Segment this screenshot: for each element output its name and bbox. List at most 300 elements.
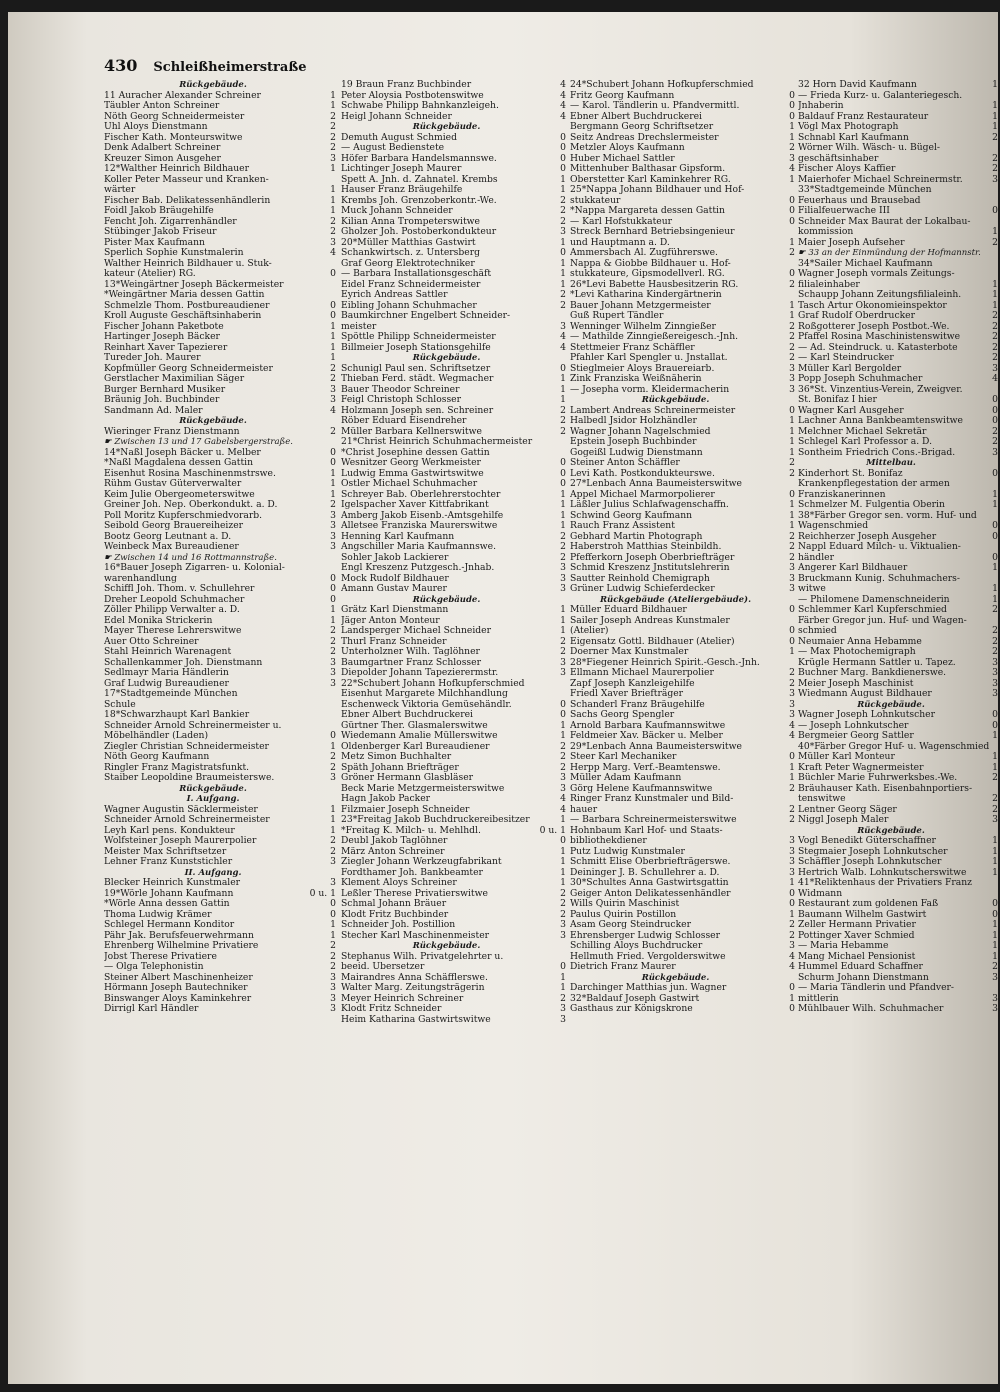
directory-entry bbox=[341, 805, 566, 816]
entry-text: Rückgebäude. bbox=[857, 699, 925, 710]
entry-text: Rückgebäude. bbox=[412, 941, 481, 951]
floor-number: 2 bbox=[789, 279, 795, 290]
directory-entry bbox=[570, 847, 795, 858]
entry-text: 20*Müller Matthias Gastwirt bbox=[341, 237, 476, 248]
floor-number: 1 bbox=[992, 489, 998, 500]
directory-entry bbox=[341, 994, 566, 1005]
floor-number: 0 bbox=[330, 899, 336, 909]
directory-entry bbox=[104, 1004, 336, 1015]
floor-number: 0 bbox=[992, 531, 998, 542]
directory-entry bbox=[341, 847, 566, 858]
directory-entry bbox=[798, 301, 998, 312]
directory-entry bbox=[570, 521, 795, 532]
floor-number: 0 bbox=[560, 143, 566, 153]
floor-number: 3 bbox=[789, 363, 795, 374]
entry-text: Filzmaier Joseph Schneider bbox=[341, 804, 470, 815]
entry-text: filialeinhaber bbox=[798, 279, 860, 290]
entry-text: Schankwirtsch. z. Untersberg bbox=[341, 248, 480, 258]
entry-text: Wills Quirin Maschinist bbox=[570, 899, 680, 909]
directory-entry bbox=[798, 343, 998, 354]
directory-entry bbox=[570, 700, 795, 711]
directory-entry bbox=[104, 521, 336, 532]
entry-text: Vögl Max Photograph bbox=[798, 122, 899, 132]
floor-number: 3 bbox=[330, 993, 336, 1004]
floor-number: 3 bbox=[789, 846, 795, 857]
directory-entry bbox=[341, 500, 566, 511]
entry-text: Schreyer Bab. Oberlehrerstochter bbox=[341, 489, 501, 500]
entry-text: Höfer Barbara Handelsmannswe. bbox=[341, 153, 497, 164]
floor-number: 1 bbox=[992, 836, 998, 846]
floor-number: 0 bbox=[992, 899, 998, 909]
section-heading bbox=[798, 458, 998, 469]
entry-text: — Olga Telephonistin bbox=[104, 962, 204, 972]
entry-text: Dietrich Franz Maurer bbox=[570, 962, 676, 972]
floor-number: 2 bbox=[992, 636, 998, 647]
entry-text: Ehrenberg Wilhelmine Privatiere bbox=[104, 941, 259, 951]
entry-text: Asam Georg Steindrucker bbox=[570, 920, 691, 930]
directory-entry bbox=[798, 637, 998, 648]
floor-number: 1 bbox=[330, 101, 336, 111]
directory-entry bbox=[570, 206, 795, 217]
entry-text: 30*Schultes Anna Gastwirtsgattin bbox=[570, 878, 729, 888]
entry-text: 33*Stadtgemeinde München bbox=[798, 185, 932, 195]
floor-number: 0 bbox=[560, 836, 566, 846]
entry-text: Lentner Georg Säger bbox=[798, 804, 897, 815]
entry-text: 23*Freitag Jakob Buchdruckereibesitzer bbox=[341, 815, 530, 825]
directory-entry bbox=[104, 122, 336, 133]
street-title: Schleißheimerstraße bbox=[153, 60, 307, 75]
directory-entry bbox=[798, 80, 998, 91]
entry-text: Fischer Kath. Monteurswitwe bbox=[104, 132, 243, 143]
entry-text: tenswitwe bbox=[798, 794, 846, 804]
entry-text: Metzler Aloys Kaufmann bbox=[570, 143, 685, 153]
floor-number: 2 bbox=[992, 353, 998, 363]
entry-text: 16*Bauer Joseph Zigarren- u. Kolonial- bbox=[104, 563, 285, 573]
directory-entry bbox=[341, 637, 566, 648]
floor-number: 2 bbox=[789, 353, 795, 363]
floor-number: 0 bbox=[789, 90, 795, 101]
directory-entry bbox=[570, 112, 795, 123]
floor-number: 2 bbox=[992, 164, 998, 174]
floor-number: 0 bbox=[560, 248, 566, 258]
directory-entry bbox=[341, 983, 566, 994]
section-heading bbox=[570, 595, 795, 606]
section-heading bbox=[341, 353, 566, 364]
floor-number: 0 bbox=[789, 269, 795, 279]
floor-number: 2 bbox=[330, 143, 336, 153]
floor-number: 0 bbox=[992, 405, 998, 416]
floor-number: 0 bbox=[330, 731, 336, 741]
entry-text: Sandmann Ad. Maler bbox=[104, 405, 203, 416]
entry-text: Eschenweck Viktoria Gemüsehändlr. bbox=[341, 699, 512, 710]
directory-entry bbox=[341, 385, 566, 396]
floor-number: 2 bbox=[330, 962, 336, 972]
floor-number: 2 bbox=[560, 531, 566, 542]
directory-entry bbox=[570, 406, 795, 417]
directory-entry bbox=[570, 805, 795, 816]
entry-text: Ringer Franz Kunstmaler und Bild- bbox=[570, 794, 734, 804]
entry-text: Blecker Heinrich Kunstmaler bbox=[104, 878, 241, 888]
entry-text: Krembs Joh. Grenzoberkontr.-We. bbox=[341, 195, 497, 206]
floor-number: 3 bbox=[992, 657, 998, 668]
floor-number: 0 bbox=[789, 626, 795, 636]
entry-text: kommission bbox=[798, 227, 854, 237]
directory-entry bbox=[341, 521, 566, 532]
floor-number: 1 bbox=[330, 825, 336, 836]
entry-text: 29*Lenbach Anna Baumeisterswitwe bbox=[570, 741, 742, 752]
entry-text: Eisenhut Rosina Maschinenmstrswe. bbox=[104, 468, 276, 479]
directory-entry bbox=[341, 185, 566, 196]
entry-text: Burger Bernhard Musiker bbox=[104, 384, 226, 395]
entry-text: Franziskanerinnen bbox=[798, 489, 886, 500]
directory-entry bbox=[798, 815, 998, 826]
entry-text: Oldenberger Karl Bureaudiener bbox=[341, 741, 490, 752]
floor-number: 0 u. 1 bbox=[539, 825, 566, 836]
entry-text: Schmelzer M. Fulgentia Oberin bbox=[798, 500, 945, 510]
entry-text: Amann Gustav Maurer bbox=[341, 584, 447, 594]
entry-text: Reinhart Xaver Tapezierer bbox=[104, 342, 228, 353]
section-heading bbox=[104, 868, 336, 879]
floor-number: 2 bbox=[992, 311, 998, 321]
floor-number: 0 bbox=[560, 468, 566, 479]
entry-text: Lichtinger Joseph Maurer bbox=[341, 164, 462, 174]
entry-text: Jnhaberin bbox=[798, 101, 844, 111]
directory-entry bbox=[570, 511, 795, 522]
entry-text: 26*Levi Babette Hausbesitzerin RG. bbox=[570, 279, 739, 290]
directory-entry bbox=[798, 763, 998, 774]
directory-entry bbox=[341, 899, 566, 910]
floor-number: 2 bbox=[789, 804, 795, 815]
directory-entry bbox=[104, 826, 336, 837]
directory-entry bbox=[570, 427, 795, 438]
entry-text: Wenninger Wilhelm Zinngießer bbox=[570, 321, 716, 332]
directory-entry bbox=[570, 364, 795, 375]
directory-entry bbox=[570, 332, 795, 343]
floor-number: 0 bbox=[560, 962, 566, 972]
directory-entry bbox=[570, 91, 795, 102]
entry-text: *Freitag K. Milch- u. Mehlhdl. bbox=[341, 825, 481, 836]
directory-entry bbox=[570, 448, 795, 459]
directory-page bbox=[8, 12, 998, 1384]
entry-text: Klement Aloys Schreiner bbox=[341, 878, 457, 888]
entry-text: Mühlbauer Wilh. Schuhmacher bbox=[798, 1004, 944, 1014]
entry-text: Lambert Andreas Schreinermeister bbox=[570, 405, 736, 416]
directory-entry bbox=[798, 941, 998, 952]
directory-entry bbox=[798, 143, 998, 154]
directory-entry bbox=[341, 479, 566, 490]
directory-entry bbox=[104, 647, 336, 658]
directory-entry bbox=[570, 553, 795, 564]
directory-entry bbox=[798, 847, 998, 858]
entry-text: Kreuzer Simon Ausgeher bbox=[104, 153, 221, 164]
floor-number: 1 bbox=[330, 605, 336, 615]
entry-text: Thurl Franz Schneider bbox=[341, 636, 447, 647]
entry-text: Deubl Jakob Taglöhner bbox=[341, 836, 448, 846]
floor-number: 3 bbox=[560, 563, 566, 573]
directory-entry bbox=[570, 941, 795, 952]
directory-entry bbox=[570, 259, 795, 270]
directory-entry bbox=[798, 920, 998, 931]
entry-text: Schneider Arnold Schreinermeister u. bbox=[104, 720, 282, 731]
entry-text: Uhl Aloys Dienstmann bbox=[104, 122, 208, 132]
directory-entry bbox=[570, 280, 795, 291]
directory-entry bbox=[798, 364, 998, 375]
entry-text: — Max Photochemigraph bbox=[798, 647, 916, 657]
directory-entry bbox=[104, 395, 336, 406]
floor-number: 1 bbox=[992, 500, 998, 510]
floor-number: 3 bbox=[992, 972, 998, 983]
floor-number: 1 bbox=[992, 594, 998, 605]
entry-text: kateur (Atelier) RG. bbox=[104, 269, 196, 279]
directory-entry bbox=[341, 815, 566, 826]
floor-number: 3 bbox=[330, 983, 336, 993]
directory-entry bbox=[104, 490, 336, 501]
floor-number: 0 bbox=[789, 101, 795, 111]
floor-number: 2 bbox=[560, 741, 566, 752]
directory-entry bbox=[341, 710, 566, 721]
entry-text: Ziegler Johann Werkzeugfabrikant bbox=[341, 857, 502, 867]
entry-text: Müller Adam Kaufmann bbox=[570, 773, 682, 783]
entry-text: 28*Fiegener Heinrich Spirit.-Gesch.-Jnh. bbox=[570, 657, 760, 668]
floor-number: 3 bbox=[992, 689, 998, 699]
entry-text: — Karl Hofstukkateur bbox=[570, 216, 673, 227]
floor-number: 3 bbox=[992, 678, 998, 689]
entry-text: Schlegel Hermann Konditor bbox=[104, 920, 235, 930]
floor-number: 0 bbox=[560, 153, 566, 164]
directory-entry bbox=[341, 217, 566, 228]
entry-text: mittlerin bbox=[798, 993, 839, 1004]
floor-number: 1 bbox=[330, 741, 336, 752]
entry-text: Foidl Jakob Bräugehilfe bbox=[104, 206, 214, 216]
entry-text: Eibling Johann Schuhmacher bbox=[341, 300, 477, 311]
directory-entry bbox=[570, 668, 795, 679]
entry-text: Fritz Georg Kaufmann bbox=[570, 90, 675, 101]
floor-number: 2 bbox=[992, 794, 998, 804]
floor-number: 3 bbox=[560, 657, 566, 668]
floor-number: 1 bbox=[992, 290, 998, 300]
entry-text: 27*Lenbach Anna Baumeisterswitwe bbox=[570, 479, 742, 489]
directory-entry bbox=[104, 689, 336, 700]
floor-number: 3 bbox=[560, 573, 566, 584]
entry-text: Schnabl Karl Kaufmann bbox=[798, 132, 909, 143]
floor-number: 0 bbox=[992, 552, 998, 563]
entry-text: Fischer Bab. Delikatessenhändlerin bbox=[104, 195, 271, 206]
floor-number: 1 bbox=[789, 510, 795, 521]
floor-number: 3 bbox=[789, 563, 795, 573]
directory-entry bbox=[570, 679, 795, 690]
entry-text: 12*Walther Heinrich Bildhauer bbox=[104, 164, 249, 174]
floor-number: 3 bbox=[330, 972, 336, 983]
floor-number: 1 bbox=[992, 762, 998, 773]
directory-entry bbox=[798, 668, 998, 679]
entry-text: Gerstlacher Maximilian Säger bbox=[104, 374, 245, 384]
directory-entry bbox=[341, 647, 566, 658]
directory-entry bbox=[341, 826, 566, 837]
floor-number: 1 bbox=[560, 815, 566, 825]
directory-entry bbox=[798, 553, 998, 564]
directory-entry bbox=[798, 332, 998, 343]
directory-entry bbox=[570, 962, 795, 973]
floor-number: 0 bbox=[789, 899, 795, 909]
directory-entry bbox=[104, 500, 336, 511]
entry-text: Grätz Karl Dienstmann bbox=[341, 605, 449, 615]
directory-entry bbox=[570, 952, 795, 963]
directory-entry bbox=[104, 637, 336, 648]
floor-number: 2 bbox=[992, 132, 998, 143]
floor-number: 1 bbox=[560, 510, 566, 521]
floor-number: 2 bbox=[330, 500, 336, 510]
entry-text: *Wörle Anna dessen Gattin bbox=[104, 899, 230, 909]
directory-entry bbox=[798, 91, 998, 102]
directory-entry bbox=[570, 385, 795, 396]
directory-entry bbox=[104, 112, 336, 123]
floor-number: 2 bbox=[992, 773, 998, 783]
floor-number: 3 bbox=[560, 227, 566, 237]
entry-text: Angerer Karl Bildhauer bbox=[798, 563, 908, 573]
entry-text: — Maria Tändlerin und Pfandver- bbox=[798, 983, 955, 993]
entry-text: Zeller Hermann Privatier bbox=[798, 920, 916, 930]
entry-text: Jobst Therese Privatiere bbox=[104, 951, 217, 962]
directory-entry bbox=[798, 868, 998, 879]
entry-text: Doerner Max Kunstmaler bbox=[570, 647, 689, 657]
floor-number: 1 bbox=[992, 752, 998, 762]
floor-number: 0 bbox=[560, 710, 566, 720]
directory-entry bbox=[104, 931, 336, 942]
directory-entry bbox=[341, 584, 566, 595]
entry-text: Schaupp Johann Zeitungsfilialeinh. bbox=[798, 290, 962, 300]
directory-entry bbox=[570, 353, 795, 364]
floor-number: 0 bbox=[560, 458, 566, 468]
entry-text: Lachner Anna Bankbeamtenswitwe bbox=[798, 416, 963, 426]
directory-entry bbox=[341, 364, 566, 375]
directory-entry bbox=[341, 196, 566, 207]
directory-entry bbox=[798, 952, 998, 963]
entry-text: Amberg Jakob Eisenb.-Amtsgehilfe bbox=[341, 510, 504, 521]
entry-text: Schmid Kreszenz Jnstitutslehrerin bbox=[570, 563, 730, 573]
floor-number: 1 bbox=[330, 468, 336, 479]
floor-number: 1 bbox=[789, 500, 795, 510]
floor-number: 1 bbox=[789, 132, 795, 143]
directory-entry bbox=[798, 626, 998, 637]
entry-text: Greiner Joh. Nep. Oberkondukt. a. D. bbox=[104, 500, 278, 510]
floor-number: 3 bbox=[330, 542, 336, 552]
entry-text: 18*Schwarzhaupt Karl Bankier bbox=[104, 710, 250, 720]
entry-text: Hörmann Joseph Bautechniker bbox=[104, 983, 248, 993]
floor-number: 3 bbox=[330, 773, 336, 783]
directory-entry bbox=[570, 574, 795, 585]
entry-text: Thieban Ferd. städt. Wegmacher bbox=[341, 374, 494, 384]
directory-entry bbox=[341, 280, 566, 291]
entry-text: Wiedmann August Bildhauer bbox=[798, 689, 932, 699]
entry-text: Schurm Johann Dienstmann bbox=[798, 972, 929, 983]
floor-number: 4 bbox=[789, 962, 795, 972]
entry-text: 36*St. Vinzentius-Verein, Zweigver. bbox=[798, 384, 963, 395]
floor-number: 1 bbox=[560, 258, 566, 269]
floor-number: 1 bbox=[992, 731, 998, 741]
directory-entry bbox=[570, 931, 795, 942]
entry-text: Engl Kreszenz Putzgesch.-Jnhab. bbox=[341, 563, 495, 573]
entry-text: schmied bbox=[798, 626, 837, 636]
entry-text: Metz Simon Buchhalter bbox=[341, 752, 452, 762]
floor-number: 0 u. 1 bbox=[309, 888, 336, 899]
section-heading bbox=[104, 784, 336, 795]
entry-text: Sachs Georg Spengler bbox=[570, 710, 675, 720]
directory-entry bbox=[104, 742, 336, 753]
directory-entry bbox=[104, 910, 336, 921]
floor-number: 0 bbox=[789, 888, 795, 899]
entry-text: Müller Eduard Bildhauer bbox=[570, 605, 687, 615]
entry-text: Hagn Jakob Packer bbox=[341, 794, 431, 804]
floor-number: 2 bbox=[330, 762, 336, 773]
entry-text: Eidel Franz Schneidermeister bbox=[341, 279, 481, 290]
floor-number: 0 bbox=[992, 416, 998, 426]
floor-number: 2 bbox=[992, 426, 998, 437]
directory-entry bbox=[341, 490, 566, 501]
floor-number: 2 bbox=[789, 668, 795, 678]
entry-text: Wesnitzer Georg Werkmeister bbox=[341, 458, 481, 468]
entry-text: Grüner Ludwig Schieferdecker bbox=[570, 584, 715, 594]
entry-text: Ebner Albert Buchdruckerei bbox=[570, 111, 702, 122]
directory-entry bbox=[798, 584, 998, 595]
directory-entry bbox=[104, 91, 336, 102]
floor-number: 2 bbox=[789, 321, 795, 332]
floor-number: 0 bbox=[789, 206, 795, 216]
entry-text: 40*Färber Gregor Huf- u. Wagenschmied bbox=[798, 741, 990, 752]
directory-entry bbox=[798, 994, 998, 1005]
floor-number: 1 bbox=[992, 279, 998, 290]
directory-entry bbox=[570, 773, 795, 784]
floor-number: 1 bbox=[330, 489, 336, 500]
entry-text: Diepolder Johann Tapezierermstr. bbox=[341, 668, 499, 678]
floor-number: 1 bbox=[789, 447, 795, 458]
entry-text: Rückgebäude (Ateliergebäude). bbox=[599, 594, 752, 605]
floor-number: 1 bbox=[789, 300, 795, 311]
section-heading bbox=[798, 826, 998, 837]
directory-entry bbox=[104, 133, 336, 144]
entry-text: I. Aufgang. bbox=[186, 794, 240, 804]
entry-text: Fischer Johann Paketbote bbox=[104, 321, 224, 332]
directory-entry bbox=[798, 269, 998, 280]
directory-entry bbox=[341, 752, 566, 763]
floor-number: 1 bbox=[330, 615, 336, 626]
entry-text: Baumann Wilhelm Gastwirt bbox=[798, 909, 927, 920]
entry-text: wärter bbox=[104, 185, 136, 195]
directory-entry bbox=[104, 385, 336, 396]
entry-text: St. Bonifaz I hier bbox=[798, 395, 877, 405]
floor-number: 2 bbox=[789, 783, 795, 794]
entry-text: Maier Joseph Aufseher bbox=[798, 237, 905, 248]
floor-number: 0 bbox=[330, 594, 336, 605]
directory-entry bbox=[341, 164, 566, 175]
floor-number: 4 bbox=[789, 164, 795, 174]
directory-entry bbox=[798, 374, 998, 385]
directory-entry bbox=[104, 511, 336, 522]
entry-text: Stübinger Jakob Friseur bbox=[104, 227, 217, 237]
directory-entry bbox=[798, 206, 998, 217]
directory-entry bbox=[104, 994, 336, 1005]
directory-entry bbox=[341, 374, 566, 385]
floor-number: 1 bbox=[992, 920, 998, 930]
floor-number: 0 bbox=[330, 573, 336, 584]
directory-entry bbox=[104, 574, 336, 585]
entry-text: 38*Färber Gregor sen. vorm. Huf- und bbox=[798, 510, 977, 521]
directory-entry bbox=[798, 122, 998, 133]
directory-entry bbox=[570, 175, 795, 186]
directory-entry bbox=[798, 469, 998, 480]
directory-entry bbox=[570, 616, 795, 627]
floor-number: 2 bbox=[560, 762, 566, 773]
entry-text: Stephanus Wilh. Privatgelehrter u. bbox=[341, 951, 504, 962]
